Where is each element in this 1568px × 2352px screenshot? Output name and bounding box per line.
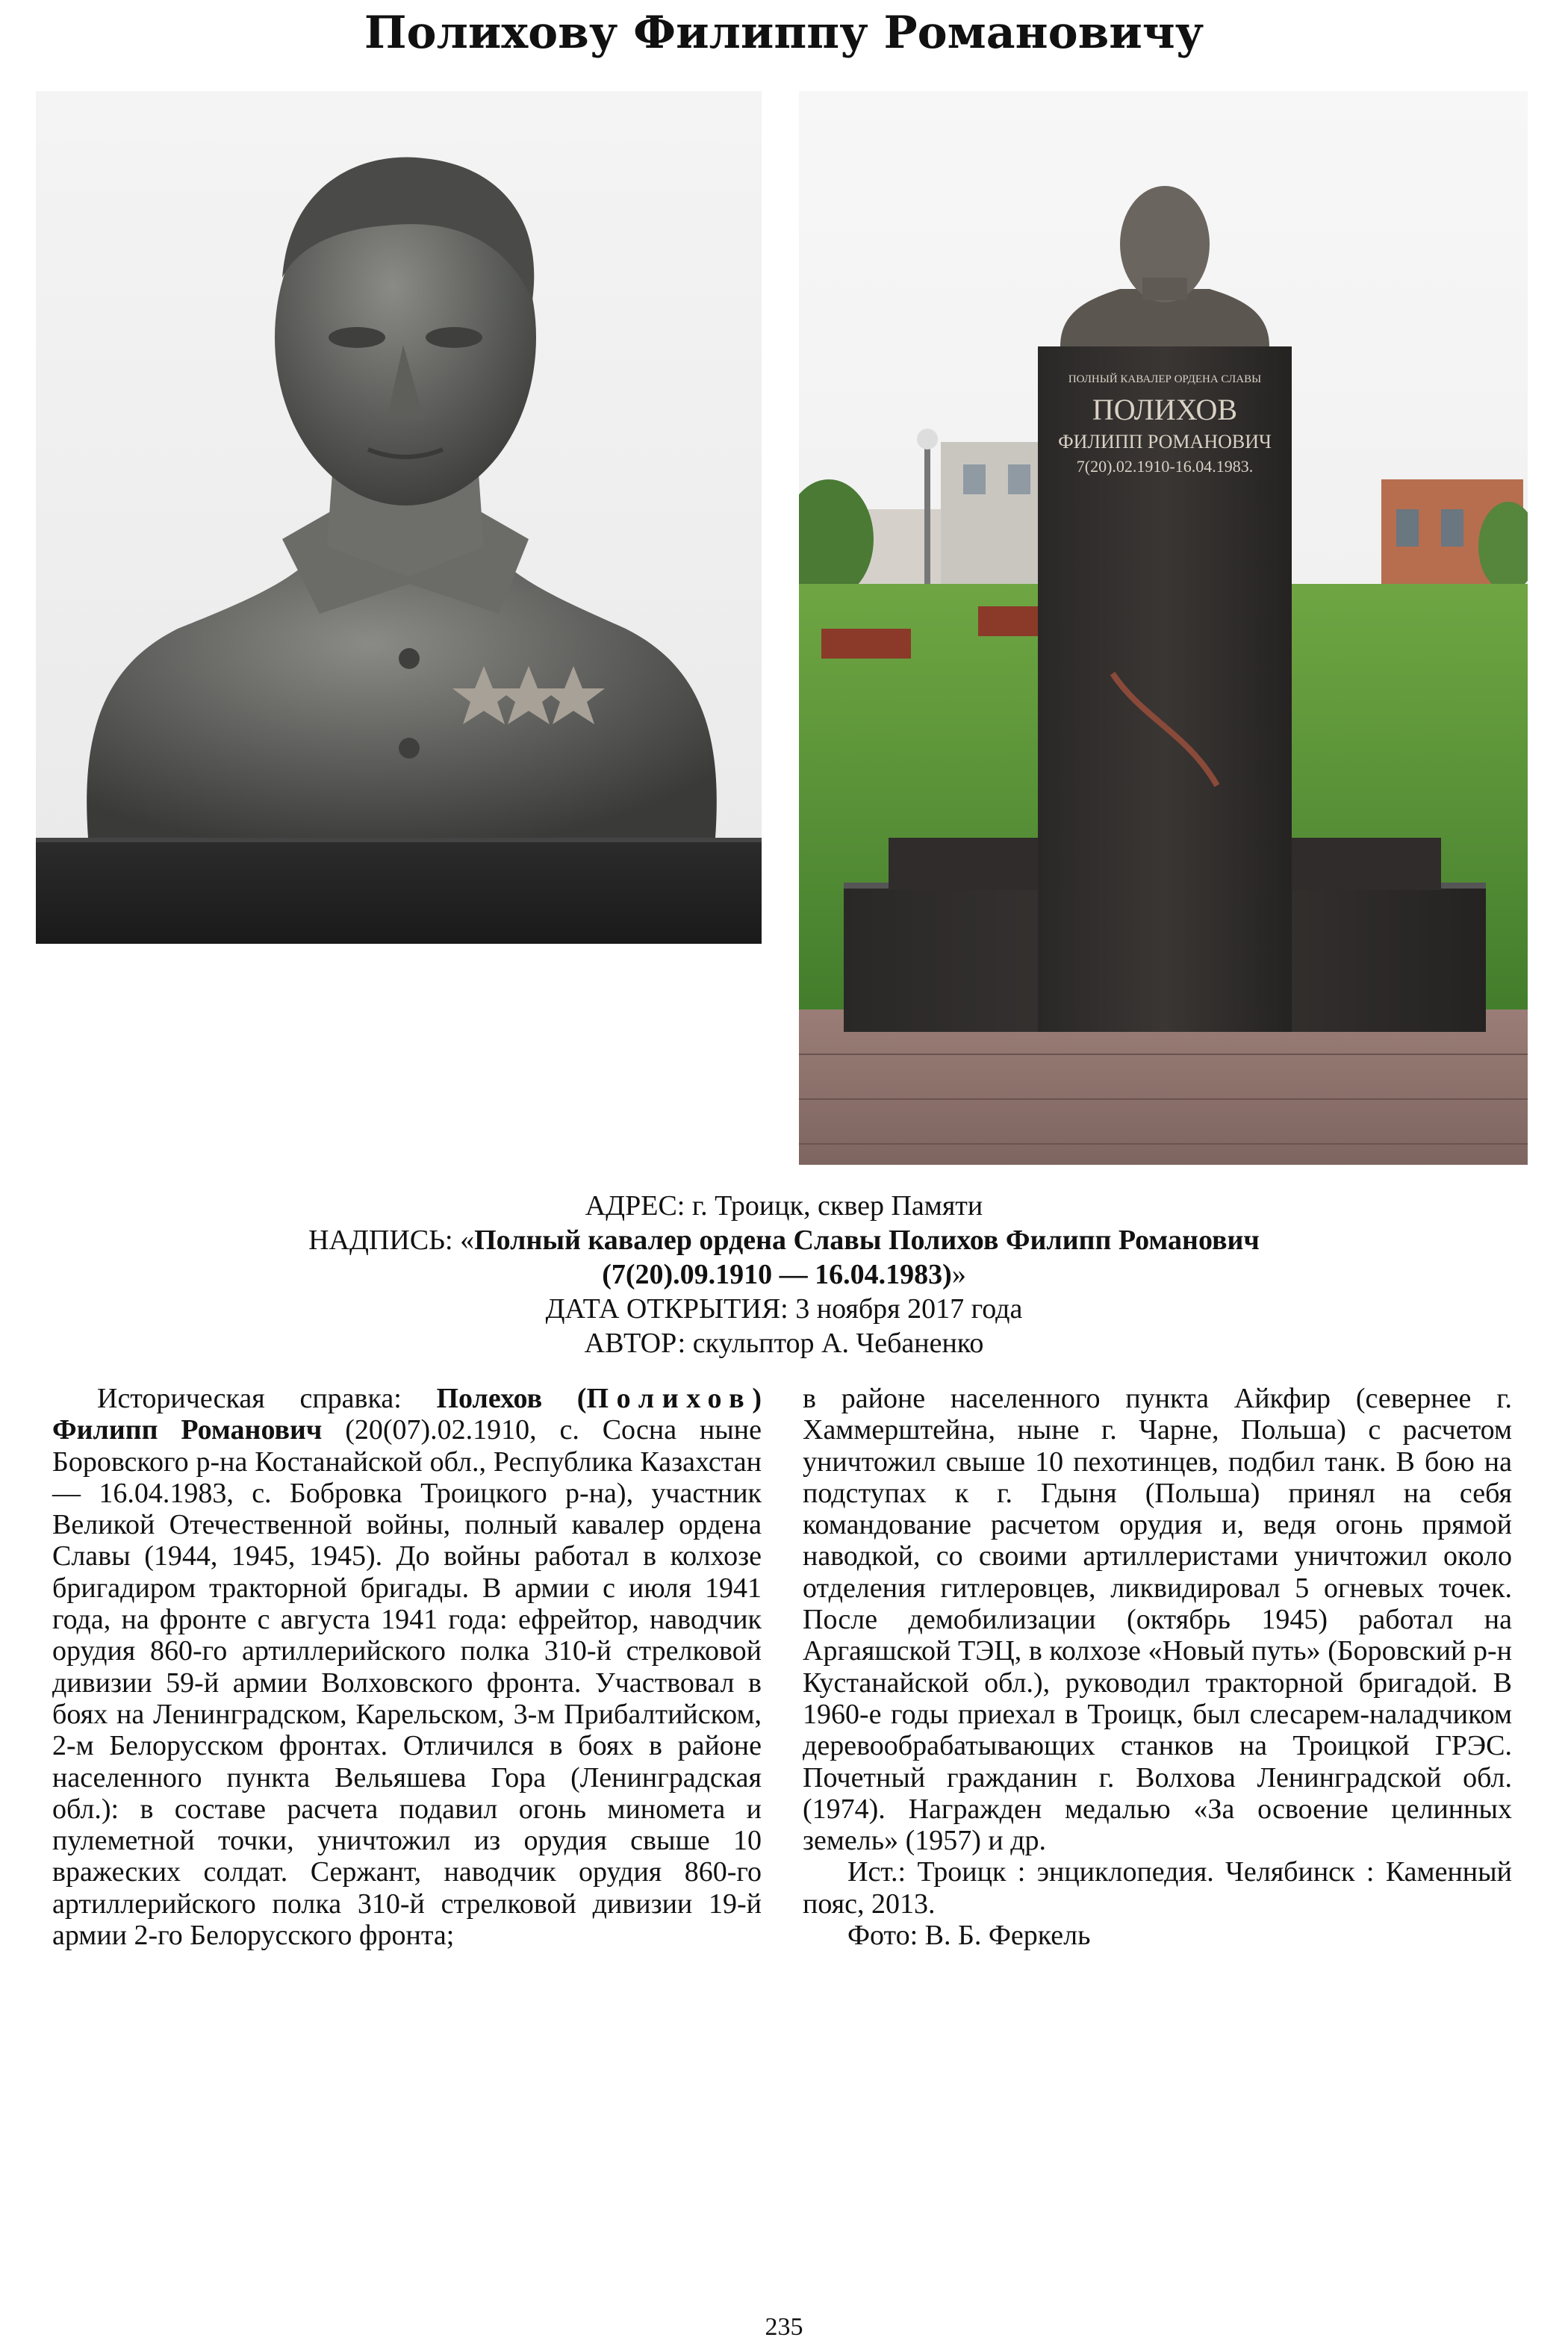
author-row bbox=[0, 1326, 1568, 1360]
author-value: скульптор А. Чебаненко bbox=[692, 1328, 984, 1359]
inscription-value-2: (7(20).09.1910 — 16.04.1983) bbox=[602, 1259, 952, 1290]
intro-label: Историческая справка: bbox=[97, 1383, 437, 1414]
monument-photo bbox=[799, 91, 1528, 1165]
address-value: г. Троицк, сквер Памяти bbox=[691, 1190, 983, 1222]
bust-icon bbox=[36, 91, 762, 944]
page-title: Полихову Филиппу Романовичу bbox=[364, 7, 1204, 59]
biography-continued bbox=[803, 1383, 1512, 1856]
opening-row bbox=[0, 1292, 1568, 1326]
opening-value: 3 ноября 2017 года bbox=[795, 1293, 1023, 1325]
biography-text-left: (20(07).02.1910, с. Сосна ныне Боровского р-на Костанайской обл., Республика Казахстан — 16.04.1983, с. Бобровка Троицкого р-на), участник Великой Отечественной войны, полный кавалер ордена Славы (1944, 1945, 1945). До войны работал в колхозе бригадиром тракторной бригады. В армии с июля 1941 года, на фронте с августа 1941 года: ефрейтор, наводчик орудия 860-го артиллерийского полка 310-й стрелковой дивизии 59-й армии Волховского фронта. Участвовал в боях на Ленинградском, Карельском, 3-м Прибалтийском, 2-м Белорусском фронтах. Отличился в боях в районе населенного пункта Вельяшева Гора (Ленинградская обл.): в составе расчета подавил огонь миномета и пулеметной точки, уничтожил из орудия свыше 10 вражеских солдат. Сержант, наводчик орудия 860-го артиллерийского полка 310-й стрелковой дивизии 19-й армии 2-го Белорусского фронта; bbox=[52, 1414, 762, 1952]
inscription-close-quote: » bbox=[951, 1259, 966, 1290]
monument-icon bbox=[799, 91, 1528, 1165]
inscription-dates: 7(20).02.1910-16.04.1983. bbox=[1076, 457, 1254, 476]
body-column-left bbox=[52, 1383, 762, 1951]
inscription-name2: ФИЛИПП РОМАНОВИЧ bbox=[1058, 431, 1272, 452]
inscription-top: ПОЛНЫЙ КАВАЛЕР ОРДЕНА СЛАВЫ bbox=[1068, 373, 1262, 385]
photo-credit: Фото: В. Б. Феркель bbox=[847, 1920, 1091, 1952]
historical-paragraph bbox=[52, 1383, 762, 1951]
address-row bbox=[0, 1189, 1568, 1223]
inscription-name1: ПОЛИХОВ bbox=[1092, 393, 1238, 426]
biography-text-right: в районе населенного пункта Айкфир (севернее г. Хаммерштейна, ныне г. Чарне, Польша) с расчетом уничтожил свыше 10 пехотинцев, подбил танк. В бою на подступах к г. Гдыня (Польша) принял на себя командование расчетом орудия и, ведя огонь прямой наводкой, со своими артиллеристами уничтожил около отделения гитлеровцев, ликвидировал 5 огневых точек. После демобилизации (октябрь 1945) работал на Аргаяшской ТЭЦ, в колхозе «Новый путь» (Боровский р-н Кустанайской обл.), руководил тракторной бригадой. В 1960-е годы приехал в Троицк, был слесарем-наладчиком деревообрабатывающих станков на Троицкой ГРЭС. Почетный гражданин г. Волхова Ленинградской обл. (1974). Награжден медалью «За освоение целинных земель» (1957) и др. bbox=[803, 1383, 1512, 1857]
source-note: Ист.: Троицк : энциклопедия. Челябинск : Каменный пояс, 2013. bbox=[803, 1856, 1512, 1920]
name-part-a: Полехов ( bbox=[436, 1383, 587, 1414]
body-column-right bbox=[803, 1383, 1512, 1951]
inscription-open-quote: « bbox=[460, 1225, 475, 1256]
name-part-spaced: Полихов bbox=[586, 1383, 753, 1414]
monument-info bbox=[0, 1189, 1568, 1360]
opening-label: ДАТА ОТКРЫТИЯ: bbox=[545, 1293, 788, 1325]
name-part-b: ) Филипп Романович bbox=[52, 1383, 762, 1446]
bust-photo bbox=[36, 91, 762, 944]
inscription-label: НАДПИСЬ: bbox=[308, 1225, 453, 1256]
page-number: 235 bbox=[765, 2313, 803, 2341]
address-label: АДРЕС: bbox=[585, 1190, 685, 1222]
inscription-row-2 bbox=[0, 1257, 1568, 1292]
author-label: АВТОР: bbox=[584, 1328, 686, 1359]
inscription-value-1: Полный кавалер ордена Славы Полихов Филипп Романович bbox=[474, 1225, 1260, 1256]
inscription-row bbox=[0, 1223, 1568, 1257]
